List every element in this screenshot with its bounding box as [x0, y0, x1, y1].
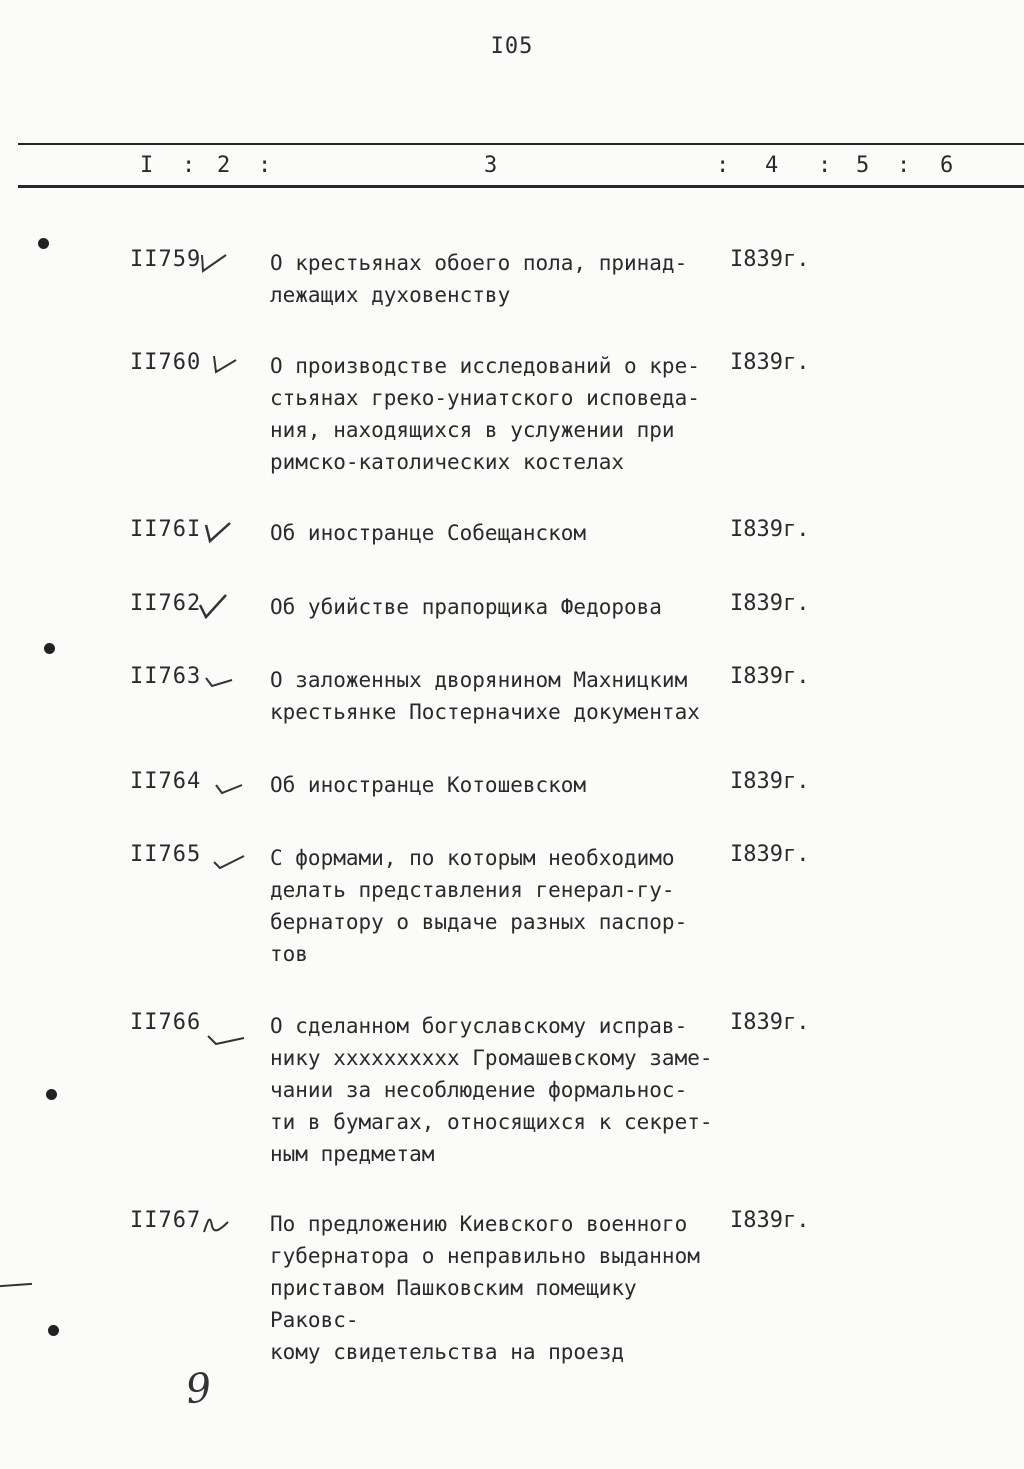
- entry-title: [270, 1208, 730, 1368]
- handwritten-note: 9: [183, 1364, 214, 1414]
- column-header-4: 4: [765, 153, 779, 178]
- checkmark-icon: [212, 771, 246, 797]
- entry-number: II76I: [130, 517, 202, 542]
- entry-number: II765: [130, 842, 202, 867]
- column-separator: :: [818, 153, 832, 178]
- entry-title-line: Об иностранце Котошевском: [270, 773, 587, 797]
- column-header-2: 2: [217, 153, 231, 178]
- entry-title-line: Об иностранце Собещанском: [270, 521, 587, 545]
- header-rule-top: [18, 143, 1024, 145]
- scan-edge-mark: [0, 1283, 32, 1287]
- entry-title-line: лежащих духовенству: [270, 283, 511, 307]
- entry-title-line: чании за несоблюдение формальнос-: [270, 1078, 688, 1102]
- entry-number: II766: [130, 1010, 202, 1035]
- checkmark-icon: [196, 593, 230, 619]
- entry-number: II760: [130, 350, 202, 375]
- entry-title-line: тов: [270, 942, 308, 966]
- entry-title: [270, 247, 730, 311]
- entry-title-line: О сделанном богуславскому исправ-: [270, 1014, 688, 1038]
- header-rule-bottom: [18, 185, 1024, 188]
- entry-title-line: ти в бумагах, относящихся к секрет-: [270, 1110, 713, 1134]
- column-header-5: 5: [856, 153, 870, 178]
- checkmark-icon: [208, 352, 242, 378]
- entry-title-line: крестьянке Постерначихе документах: [270, 700, 700, 724]
- checkmark-icon: [202, 666, 236, 692]
- entry-title-line: стьянах греко-униатского исповеда-: [270, 386, 700, 410]
- entry-title: [270, 1010, 730, 1170]
- column-header-1: I: [140, 153, 154, 178]
- punch-hole-mark: [44, 643, 55, 654]
- entry-year: I839г.: [730, 1010, 810, 1035]
- entry-year: I839г.: [730, 842, 810, 867]
- punch-hole-mark: [48, 1325, 59, 1336]
- entry-title-line: римско-католических костелах: [270, 450, 625, 474]
- entry-year: I839г.: [730, 769, 810, 794]
- entry-title-line: бернатору о выдаче разных паспор-: [270, 910, 688, 934]
- entry-title-line: ным предметам: [270, 1142, 435, 1166]
- checkmark-icon: [200, 1210, 234, 1236]
- entry-title-line: губернатора о неправильно выданном: [270, 1244, 700, 1268]
- checkmark-icon: [212, 844, 246, 870]
- checkmark-icon: [206, 1024, 246, 1050]
- entry-year: I839г.: [730, 664, 810, 689]
- entry-title-line: кому свидетельства на проезд: [270, 1340, 625, 1364]
- entry-year: I839г.: [730, 1208, 810, 1233]
- entry-title-line: приставом Пашковским помещику Раковс-: [270, 1276, 637, 1332]
- entry-title-line: ния, находящихся в услужении при: [270, 418, 675, 442]
- entry-title-line: делать представления генерал-гу-: [270, 878, 675, 902]
- entry-title-line: С формами, по которым необходимо: [270, 846, 675, 870]
- entry-number: II764: [130, 769, 202, 794]
- entry-title: [270, 517, 730, 549]
- entry-number: II759: [130, 247, 202, 272]
- entry-title-line: О производстве исследований о кре-: [270, 354, 700, 378]
- punch-hole-mark: [38, 238, 49, 249]
- column-separator: :: [258, 153, 272, 178]
- entry-title-line: Об убийстве прапорщика Федорова: [270, 595, 662, 619]
- entry-title-line: О крестьянах обоего пола, принад-: [270, 251, 688, 275]
- column-separator: :: [716, 153, 730, 178]
- punch-hole-mark: [46, 1089, 57, 1100]
- entry-title-line: нику xxxxxxxxxx Громашевскому заме-: [270, 1046, 713, 1070]
- checkmark-icon: [198, 249, 232, 275]
- entry-title: [270, 769, 730, 801]
- entry-year: I839г.: [730, 517, 810, 542]
- entry-title: [270, 591, 730, 623]
- entry-title-line: По предложению Киевского военного: [270, 1212, 688, 1236]
- entry-year: I839г.: [730, 247, 810, 272]
- column-header-3: 3: [484, 153, 498, 178]
- entry-title: [270, 664, 730, 728]
- entry-number: II767: [130, 1208, 202, 1233]
- entry-title: [270, 350, 730, 478]
- page-number: I05: [490, 34, 534, 59]
- entry-year: I839г.: [730, 350, 810, 375]
- column-separator: :: [182, 153, 196, 178]
- entry-title-line: О заложенных дворянином Махницким: [270, 668, 688, 692]
- entry-title: [270, 842, 730, 970]
- checkmark-icon: [200, 519, 234, 545]
- column-separator: :: [897, 153, 911, 178]
- entry-number: II762: [130, 591, 202, 616]
- entry-number: II763: [130, 664, 202, 689]
- entry-year: I839г.: [730, 591, 810, 616]
- column-header-6: 6: [940, 153, 954, 178]
